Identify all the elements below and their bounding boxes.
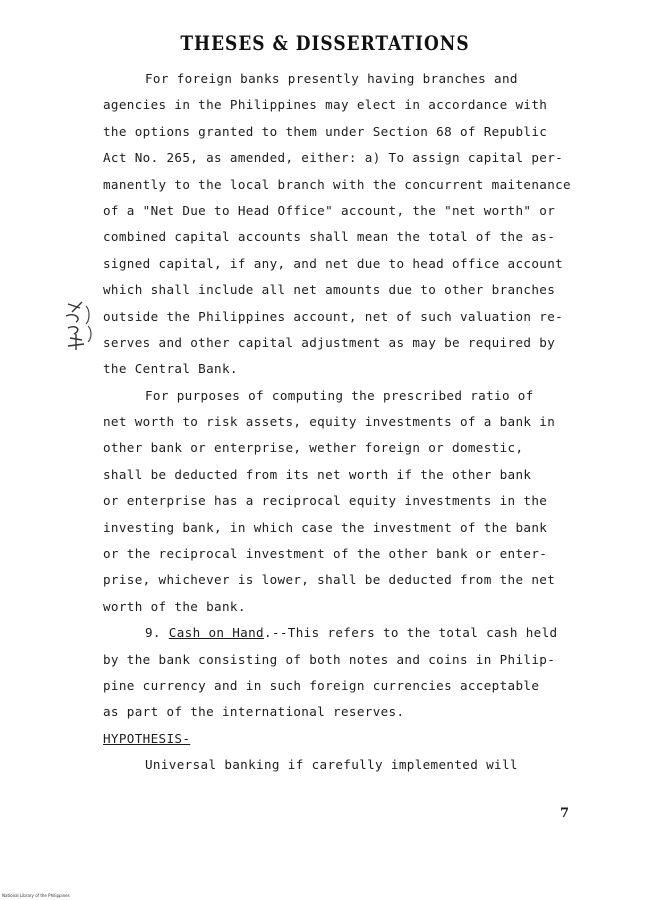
footer-library-note: National Library of the Philippines (2, 893, 70, 898)
text-line: manently to the local branch with the concurrent maitenance (103, 176, 571, 192)
text-line: 9. Cash on Hand.--This refers to the total cash held (145, 625, 558, 641)
section-heading-hypothesis: HYPOTHESIS- (103, 730, 191, 746)
text-line: or the reciprocal investment of the other bank or enter- (103, 546, 548, 562)
text-line: combined capital accounts shall mean the total of the as- (103, 229, 556, 245)
paragraph-foreign-banks (103, 66, 593, 383)
text-line: of a "Net Due to Head Office" account, the "net worth" or (103, 202, 556, 218)
text-line: the options granted to them under Section 68 of Republic (103, 123, 548, 139)
text-line: net worth to risk assets, equity investments of a bank in (103, 414, 556, 430)
text-line: Act No. 265, as amended, either: a) To assign capital per- (103, 150, 564, 166)
document-body (103, 66, 593, 779)
term-cash-on-hand: Cash on Hand (168, 625, 264, 641)
text-line: which shall include all net amounts due to other branches (103, 282, 556, 298)
text-line: the Central Bank. (103, 361, 238, 377)
text-line: investing bank, in which case the investment of the bank (103, 519, 548, 535)
theses-dissertations-stamp: THESES & DISSERTATIONS (180, 32, 470, 56)
paragraph-net-worth-ratio (103, 383, 593, 621)
text-line: outside the Philippines account, net of such valuation re- (103, 308, 564, 324)
text-line: signed capital, if any, and net due to head office account (103, 255, 564, 271)
text-line: or enterprise has a reciprocal equity investments in the (103, 493, 548, 509)
text-line: other bank or enterprise, wether foreign or domestic, (103, 440, 524, 456)
paragraph-hypothesis (103, 752, 593, 778)
text-line: worth of the bank. (103, 598, 246, 614)
text-line: Universal banking if carefully implemented will (145, 757, 518, 773)
paragraph-cash-on-hand (103, 620, 593, 726)
text-line: For foreign banks presently having branches and (145, 71, 518, 86)
text-line: prise, whichever is lower, shall be deducted from the net (103, 572, 556, 588)
text-line: agencies in the Philippines may elect in accordance with (103, 97, 548, 113)
page-number: 7 (560, 806, 570, 821)
handwritten-margin-note (60, 298, 100, 358)
text-line: as part of the international reserves. (103, 704, 405, 720)
text-line: pine currency and in such foreign currencies acceptable (103, 677, 540, 693)
text-line: shall be deducted from its net worth if the other bank (103, 466, 532, 482)
text-line: by the bank consisting of both notes and coins in Philip- (103, 651, 556, 667)
text-line: For purposes of computing the prescribed ratio of (145, 387, 534, 403)
text-line: serves and other capital adjustment as may be required by (103, 334, 556, 350)
